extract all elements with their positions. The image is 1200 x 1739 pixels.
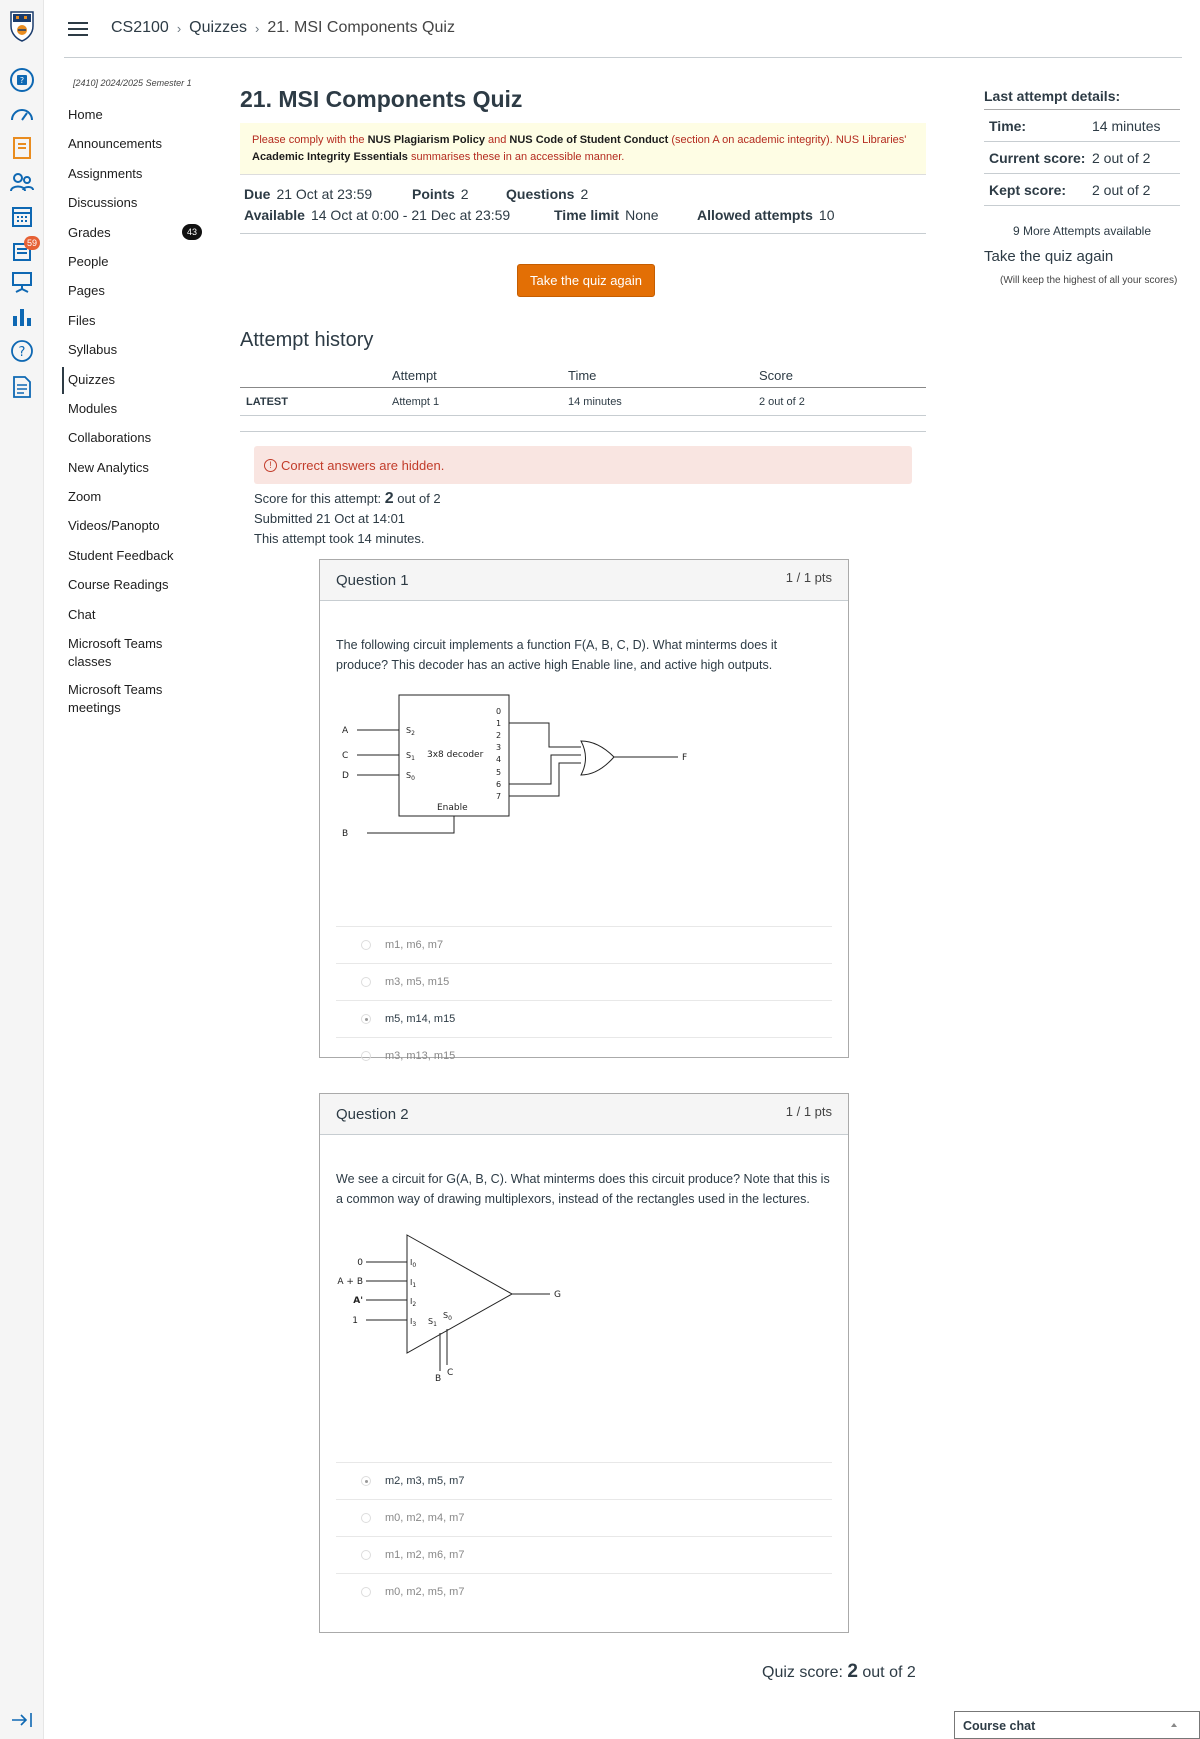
- commons-icon[interactable]: [8, 268, 36, 296]
- course-nav-discussions[interactable]: Discussions: [68, 195, 138, 211]
- svg-text:S2: $S_2$: [406, 726, 415, 737]
- plagiarism-policy-link[interactable]: NUS Plagiarism Policy: [367, 134, 485, 146]
- course-nav-chat[interactable]: Chat: [68, 606, 96, 622]
- svg-text:B: B: [435, 1374, 442, 1384]
- attempt-summary: Score for this attempt: 2 out of 2 Submitted 21 Oct at 14:01 This attempt took 14 minutes.: [254, 489, 926, 549]
- answer-option[interactable]: m0, m2, m5, m7: [336, 1573, 832, 1610]
- svg-text:2: 2: [496, 731, 502, 740]
- svg-text:S0: $S_0$: [406, 771, 415, 782]
- svg-text:1: 1: [352, 1316, 358, 1326]
- course-nav-announcements[interactable]: Announcements: [68, 136, 162, 152]
- help-icon[interactable]: [8, 337, 36, 365]
- take-quiz-again-link[interactable]: Take the quiz again: [984, 248, 1114, 265]
- groups-icon[interactable]: [8, 168, 36, 196]
- radio-button[interactable]: [361, 1051, 371, 1061]
- answer-option-selected[interactable]: m5, m14, m15: [336, 1000, 832, 1037]
- course-nav: [64, 78, 214, 727]
- svg-text:I1: $I_1$: [410, 1278, 417, 1289]
- attempt-time: 14 minutes: [568, 388, 759, 416]
- answer-option-selected[interactable]: m2, m3, m5, m7: [336, 1462, 832, 1499]
- answer-option[interactable]: m1, m2, m6, m7: [336, 1536, 832, 1573]
- global-nav: [0, 0, 44, 1739]
- question-1: [319, 559, 849, 1062]
- course-nav-home[interactable]: Home: [68, 107, 103, 122]
- main-content: [240, 86, 926, 549]
- collapse-nav-icon[interactable]: [10, 1712, 34, 1731]
- course-nav-syllabus[interactable]: Syllabus: [68, 342, 118, 358]
- course-nav-videos-panopto[interactable]: Videos/Panopto: [68, 518, 160, 534]
- attempt-details-sidebar: [984, 88, 1180, 292]
- detail-row: Time: 14 minutes: [984, 110, 1180, 142]
- question-title: Question 1: [336, 572, 409, 589]
- radio-button[interactable]: [361, 1513, 371, 1523]
- course-nav-zoom[interactable]: Zoom: [68, 489, 102, 505]
- answer-option[interactable]: m3, m5, m15: [336, 963, 832, 1000]
- radio-button[interactable]: [361, 1550, 371, 1560]
- answer-option[interactable]: m0, m2, m4, m7: [336, 1499, 832, 1536]
- svg-text:D: D: [342, 771, 349, 781]
- latest-tag: LATEST: [240, 388, 392, 416]
- questions-info: Questions 2: [506, 185, 589, 202]
- question-points: 1 / 1 pts: [785, 570, 832, 585]
- calendar-icon[interactable]: [8, 202, 36, 230]
- svg-text:A': A': [353, 1296, 363, 1306]
- svg-text:Enable: Enable: [437, 803, 468, 813]
- radio-button[interactable]: [361, 1476, 371, 1486]
- course-nav-modules[interactable]: Modules: [68, 400, 118, 416]
- hamburger-icon[interactable]: [68, 22, 88, 36]
- table-row: [240, 388, 926, 416]
- course-nav-teams-meetings[interactable]: Microsoft Teams meetings: [68, 682, 163, 716]
- course-chat-label: Course chat: [963, 1719, 1036, 1733]
- page-header: [64, 0, 1182, 58]
- breadcrumb-course[interactable]: CS2100: [111, 19, 169, 36]
- course-nav-pages[interactable]: Pages: [68, 283, 105, 299]
- answers-hidden-alert: [254, 446, 912, 484]
- course-nav-new-analytics[interactable]: New Analytics: [68, 459, 149, 475]
- course-nav-people[interactable]: People: [68, 253, 109, 269]
- multiplexor-circuit-diagram: [336, 1225, 736, 1415]
- svg-text:0: 0: [496, 707, 502, 716]
- course-nav-collaborations[interactable]: Collaborations: [68, 430, 152, 446]
- warning-icon: !: [264, 459, 277, 472]
- breadcrumb-quizzes[interactable]: Quizzes: [189, 19, 247, 36]
- svg-text:C: C: [342, 751, 349, 761]
- svg-text:?: ?: [18, 345, 26, 360]
- grades-count-badge: 43: [182, 224, 202, 240]
- decoder-circuit-diagram: [336, 685, 736, 875]
- svg-text:G: G: [554, 1290, 561, 1300]
- integrity-notice: [240, 123, 926, 175]
- detail-row: Current score: 2 out of 2: [984, 142, 1180, 174]
- notice-text: summarises these in an accessible manner.: [407, 151, 625, 163]
- term-label: [2410] 2024/2025 Semester 1: [73, 78, 192, 88]
- svg-text:I3: $I_3$: [410, 1317, 417, 1328]
- svg-text:B: B: [342, 829, 349, 839]
- svg-text:1: 1: [496, 719, 502, 728]
- dashboard-icon[interactable]: [8, 100, 36, 128]
- svg-text:F: F: [682, 753, 688, 763]
- column-header: Attempt: [392, 364, 568, 388]
- radio-button[interactable]: [361, 1587, 371, 1597]
- allowed-attempts-info: Allowed attempts 10: [697, 206, 835, 223]
- attempt-score: 2 out of 2: [759, 388, 926, 416]
- submitted-text: Submitted 21 Oct at 14:01: [254, 511, 406, 526]
- svg-text:7: 7: [496, 792, 502, 801]
- svg-text:C: C: [447, 1368, 454, 1378]
- svg-text:0: 0: [357, 1258, 363, 1268]
- answers-hidden-text: Correct answers are hidden.: [281, 457, 445, 473]
- answer-option[interactable]: m1, m6, m7: [336, 926, 832, 963]
- courses-icon[interactable]: [8, 134, 36, 162]
- course-nav-grades[interactable]: [68, 224, 214, 253]
- question-text: The following circuit implements a function F(A, B, C, D). What minterms does it produce? This decoder has an active high Enable line, and active high outputs.: [336, 638, 778, 672]
- quiz-details: [240, 175, 926, 234]
- sidebar-title: Last attempt details:: [984, 88, 1180, 110]
- course-nav-course-readings[interactable]: Course Readings: [68, 577, 169, 593]
- radio-button[interactable]: [361, 1014, 371, 1024]
- svg-text:3x8 decoder: 3x8 decoder: [427, 750, 484, 760]
- question-title: Question 2: [336, 1106, 409, 1123]
- detail-row: Kept score: 2 out of 2: [984, 174, 1180, 206]
- attempt-link[interactable]: Attempt 1: [392, 388, 568, 416]
- quiz-score: Quiz score: 2 out of 2: [762, 1661, 916, 1682]
- inbox-badge: 59: [24, 236, 40, 250]
- question-text: We see a circuit for G(A, B, C). What minterms does this circuit produce? Note that this is a common way of drawing multiplexors, instead of the rectangles used in the lectures.: [336, 1172, 830, 1206]
- svg-text:A: A: [342, 726, 349, 736]
- take-quiz-again-button[interactable]: Take the quiz again: [517, 264, 655, 297]
- answer-option[interactable]: m3, m13, m15: [336, 1037, 832, 1074]
- column-header: [240, 364, 392, 388]
- analytics-icon[interactable]: [8, 303, 36, 331]
- svg-text:6: 6: [496, 780, 502, 789]
- svg-text:I0: $I_0$: [410, 1258, 417, 1269]
- svg-text:S1: $S_1$: [406, 751, 415, 762]
- attempt-history-heading: Attempt history: [240, 329, 374, 351]
- attempt-history-table: [240, 364, 926, 416]
- svg-text:?: ?: [19, 76, 25, 85]
- chevron-right-icon: ›: [176, 20, 182, 36]
- available-info: Available 14 Oct at 0:00 - 21 Dec at 23:59: [244, 206, 511, 223]
- column-header: Score: [759, 364, 926, 388]
- course-chat-toggle[interactable]: [954, 1711, 1200, 1739]
- course-nav-student-feedback[interactable]: Student Feedback: [68, 547, 174, 563]
- notice-text: and: [484, 134, 510, 146]
- column-header: Time: [568, 364, 759, 388]
- chevron-up-icon: [1171, 1723, 1177, 1727]
- svg-text:4: 4: [496, 755, 502, 764]
- due-info: Due 21 Oct at 23:59: [244, 185, 373, 202]
- points-info: Points 2: [412, 185, 469, 202]
- svg-text:A + B: A + B: [337, 1277, 363, 1287]
- course-nav-quizzes[interactable]: Quizzes: [68, 371, 214, 400]
- radio-button[interactable]: [361, 940, 371, 950]
- attempt-duration-text: This attempt took 14 minutes.: [254, 531, 425, 546]
- notice-text: Please comply with the: [252, 134, 368, 146]
- integrity-essentials-link[interactable]: Academic Integrity Essentials: [252, 151, 408, 163]
- chevron-right-icon: ›: [254, 20, 260, 36]
- course-nav-files[interactable]: Files: [68, 312, 96, 328]
- svg-text:5: 5: [496, 768, 502, 777]
- time-limit-info: Time limit None: [554, 206, 659, 223]
- notice-text: (section A on academic integrity). NUS Libraries': [668, 134, 907, 146]
- svg-text:3: 3: [496, 743, 502, 752]
- svg-text:S0: $S_0$: [443, 1311, 452, 1322]
- course-nav-teams-classes[interactable]: Microsoft Teams classes: [68, 636, 163, 670]
- breadcrumb-current: 21. MSI Components Quiz: [267, 19, 455, 36]
- question-2: [319, 1093, 849, 1633]
- svg-text:I2: $I_2$: [410, 1297, 417, 1308]
- keep-highest-note: (Will keep the highest of all your scores): [1000, 275, 1178, 286]
- course-nav-assignments[interactable]: Assignments: [68, 165, 143, 181]
- page-title: 21. MSI Components Quiz: [240, 86, 523, 112]
- account-icon[interactable]: [8, 66, 36, 94]
- breadcrumb: [111, 19, 455, 37]
- docs-icon[interactable]: [8, 373, 36, 401]
- logo-icon[interactable]: [8, 12, 36, 40]
- course-nav-grades-label: Grades: [68, 224, 111, 240]
- svg-text:S1: $S_1$: [428, 1317, 437, 1328]
- more-attempts-text: 9 More Attempts available: [1012, 224, 1152, 238]
- question-points: 1 / 1 pts: [785, 1104, 832, 1119]
- radio-button[interactable]: [361, 977, 371, 987]
- code-of-conduct-link[interactable]: NUS Code of Student Conduct: [509, 134, 669, 146]
